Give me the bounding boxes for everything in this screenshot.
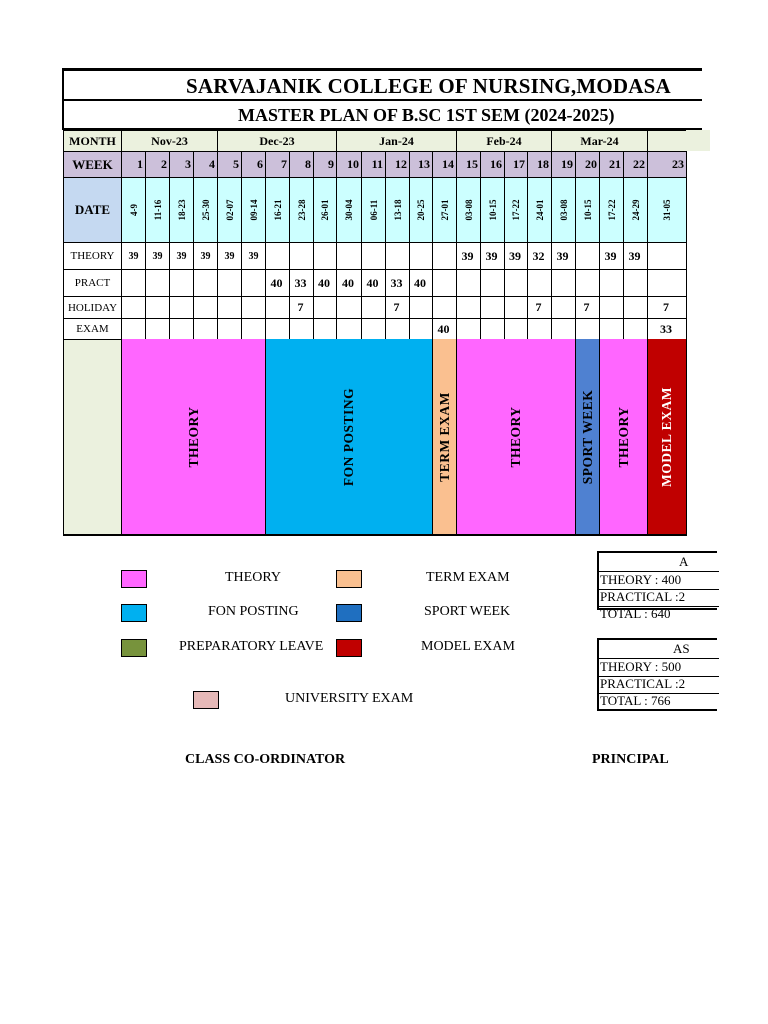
row-value	[480, 318, 505, 340]
month-cell: Nov-23	[121, 130, 218, 152]
row-value	[265, 242, 290, 270]
month-header: MONTH	[63, 130, 122, 152]
legend-swatch	[121, 604, 147, 622]
row-value	[385, 242, 410, 270]
row-value	[241, 296, 266, 319]
month-cell: Dec-23	[217, 130, 337, 152]
date-range-label: 16-21	[272, 199, 283, 221]
row-value: 39	[504, 242, 528, 270]
week-number: 2	[145, 151, 170, 178]
row-value	[599, 318, 624, 340]
row-value	[241, 269, 266, 297]
principal-signature: PRINCIPAL	[592, 752, 669, 767]
date-range	[409, 177, 433, 243]
row-value: 40	[361, 269, 386, 297]
row-value	[121, 318, 146, 340]
row-value: 7	[385, 296, 410, 319]
date-range-label: 26-01	[320, 199, 330, 221]
row-value	[599, 296, 624, 319]
date-range-label: 10-15	[582, 199, 593, 221]
date-range	[336, 177, 362, 243]
summary-practical-hours: PRACTICAL :2	[600, 676, 686, 691]
date-range	[575, 177, 600, 243]
row-value	[313, 318, 337, 340]
title-divider	[62, 99, 702, 101]
row-value: 7	[575, 296, 600, 319]
row-value: 40	[336, 269, 362, 297]
row-value	[361, 296, 386, 319]
date-range	[361, 177, 386, 243]
row-value	[551, 269, 576, 297]
schedule-band-label: MODEL EXAM	[659, 386, 674, 487]
class-coordinator-signature: CLASS CO-ORDINATOR	[185, 752, 346, 767]
row-value	[121, 269, 146, 297]
date-range	[504, 177, 528, 243]
week-number: 23	[647, 151, 687, 178]
row-value: 33	[385, 269, 410, 297]
row-value: 33	[647, 318, 687, 340]
row-value	[504, 269, 528, 297]
week-number: 1	[121, 151, 146, 178]
date-range	[551, 177, 576, 243]
row-value	[527, 269, 552, 297]
legend-swatch	[193, 691, 219, 709]
row-value	[145, 318, 170, 340]
schedule-band	[265, 339, 433, 536]
row-value	[313, 242, 337, 270]
row-value	[289, 242, 314, 270]
date-range	[241, 177, 266, 243]
row-value	[241, 318, 266, 340]
row-value	[432, 242, 457, 270]
schedule-band	[432, 339, 457, 536]
row-value	[432, 296, 457, 319]
date-range-label: 10-15	[487, 199, 498, 221]
week-number: 17	[504, 151, 528, 178]
row-value	[551, 296, 576, 319]
week-number: 22	[623, 151, 648, 178]
row-value: 39	[599, 242, 624, 270]
row-value	[551, 318, 576, 340]
month-row-overflow	[686, 130, 710, 151]
week-number: 6	[241, 151, 266, 178]
summary-practical-hours: PRACTICAL :2	[600, 589, 686, 604]
week-header: WEEK	[63, 151, 122, 178]
week-number: 16	[480, 151, 505, 178]
top-border	[62, 68, 702, 71]
row-value	[361, 242, 386, 270]
row-value	[289, 318, 314, 340]
week-number: 9	[313, 151, 337, 178]
legend-label: PREPARATORY LEAVE	[179, 639, 324, 654]
date-range-label: 03-08	[463, 199, 474, 221]
date-range	[121, 177, 146, 243]
row-value	[599, 269, 624, 297]
date-range	[217, 177, 242, 243]
row-value	[575, 242, 600, 270]
legend-label: UNIVERSITY EXAM	[285, 691, 414, 706]
row-value: 39	[145, 242, 170, 270]
row-value	[409, 242, 433, 270]
legend-label: TERM EXAM	[426, 570, 510, 585]
date-range	[623, 177, 648, 243]
date-range	[432, 177, 457, 243]
date-range-label: 31-05	[662, 199, 672, 221]
legend-label: SPORT WEEK	[424, 604, 511, 619]
month-cell	[647, 130, 687, 152]
schedule-band	[121, 339, 266, 536]
legend-swatch	[336, 639, 362, 657]
schedule-band	[647, 339, 687, 536]
summary-theory-hours: THEORY : 500	[600, 659, 682, 674]
legend-label: THEORY	[225, 570, 281, 585]
row-value: 39	[623, 242, 648, 270]
row-label-pract: PRACT	[63, 269, 122, 297]
legend-swatch	[336, 604, 362, 622]
row-value	[336, 242, 362, 270]
row-value	[623, 269, 648, 297]
legend-label: MODEL EXAM	[421, 639, 515, 654]
row-value: 39	[551, 242, 576, 270]
row-value	[385, 318, 410, 340]
week-number: 4	[193, 151, 218, 178]
week-number: 12	[385, 151, 410, 178]
date-range-label: 24-01	[534, 199, 545, 221]
date-range	[456, 177, 481, 243]
date-range	[193, 177, 218, 243]
row-value: 39	[241, 242, 266, 270]
row-value	[313, 296, 337, 319]
row-value: 40	[313, 269, 337, 297]
date-header: DATE	[63, 177, 122, 243]
week-number: 13	[409, 151, 433, 178]
row-value: 7	[289, 296, 314, 319]
date-range-label: 18-23	[176, 199, 187, 221]
week-number: 21	[599, 151, 624, 178]
row-value	[336, 318, 362, 340]
row-value	[456, 296, 481, 319]
month-cell: Jan-24	[336, 130, 457, 152]
page-subtitle: MASTER PLAN OF B.SC 1ST SEM (2024-2025)	[238, 105, 615, 125]
week-number: 7	[265, 151, 290, 178]
week-number: 11	[361, 151, 386, 178]
date-range-label: 09-14	[248, 199, 259, 221]
date-range	[313, 177, 337, 243]
date-range-label: 30-04	[344, 199, 354, 221]
summary-box-1	[597, 551, 717, 621]
date-range-label: 20-25	[416, 199, 426, 221]
row-value	[361, 318, 386, 340]
date-range	[480, 177, 505, 243]
row-value: 33	[289, 269, 314, 297]
date-range	[647, 177, 687, 243]
row-value: 39	[217, 242, 242, 270]
date-range	[385, 177, 410, 243]
schedule-band-label: THEORY	[508, 405, 523, 468]
legend-swatch	[121, 570, 147, 588]
row-value: 39	[480, 242, 505, 270]
row-value: 7	[527, 296, 552, 319]
row-value	[647, 269, 687, 297]
date-range-label: 25-30	[200, 199, 211, 221]
date-range-label: 23-28	[296, 199, 307, 221]
date-range	[145, 177, 170, 243]
week-number: 5	[217, 151, 242, 178]
row-value	[217, 296, 242, 319]
week-number: 10	[336, 151, 362, 178]
legend-swatch	[336, 570, 362, 588]
row-value	[409, 318, 433, 340]
schedule-band	[599, 339, 648, 536]
row-value	[409, 296, 433, 319]
schedule-band-label: THEORY	[615, 405, 631, 468]
row-value	[193, 296, 218, 319]
row-value	[121, 296, 146, 319]
row-label-exam: EXAM	[63, 318, 122, 340]
schedule-band-label: TERM EXAM	[436, 391, 452, 482]
week-number: 18	[527, 151, 552, 178]
legend-swatch	[121, 639, 147, 657]
row-value	[575, 269, 600, 297]
row-value	[647, 242, 687, 270]
summary-box-1-heading: A	[679, 554, 689, 569]
date-range	[599, 177, 624, 243]
row-value: 40	[265, 269, 290, 297]
summary-theory-hours: THEORY : 400	[600, 572, 682, 587]
row-label-holiday: HOLIDAY	[63, 296, 122, 319]
row-value	[623, 296, 648, 319]
row-value	[480, 296, 505, 319]
row-value: 39	[169, 242, 194, 270]
page-title: SARVAJANIK COLLEGE OF NURSING,MODASA	[186, 74, 671, 98]
date-range-label: 06-11	[368, 199, 379, 221]
date-range-label: 4-9	[128, 204, 139, 216]
row-value	[169, 296, 194, 319]
row-value	[145, 296, 170, 319]
row-value	[265, 318, 290, 340]
row-value	[217, 318, 242, 340]
summary-total-hours: TOTAL : 766	[600, 693, 671, 708]
row-value	[169, 269, 194, 297]
row-value	[623, 318, 648, 340]
date-range-label: 03-08	[558, 199, 569, 221]
month-cell: Mar-24	[551, 130, 648, 152]
row-value	[504, 296, 528, 319]
date-range	[265, 177, 290, 243]
summary-box-2	[597, 638, 717, 711]
week-number: 19	[551, 151, 576, 178]
schedule-band	[575, 339, 600, 536]
week-number: 20	[575, 151, 600, 178]
schedule-band-label: SPORT WEEK	[579, 389, 595, 484]
date-range-label: 27-01	[439, 199, 450, 221]
row-value	[480, 269, 505, 297]
row-value	[336, 296, 362, 319]
week-number: 15	[456, 151, 481, 178]
row-value	[193, 318, 218, 340]
row-value	[265, 296, 290, 319]
week-number: 3	[169, 151, 194, 178]
date-range-label: 17-22	[606, 199, 617, 221]
row-value: 32	[527, 242, 552, 270]
row-value	[456, 318, 481, 340]
row-value: 40	[409, 269, 433, 297]
date-range	[169, 177, 194, 243]
schedule-band-label: FON POSTING	[341, 387, 356, 486]
date-range-label: 02-07	[224, 199, 235, 221]
row-value	[456, 269, 481, 297]
month-cell: Feb-24	[456, 130, 552, 152]
row-value	[145, 269, 170, 297]
summary-total-hours: TOTAL : 640	[600, 606, 671, 621]
date-range-label: 17-22	[511, 199, 521, 221]
date-range	[527, 177, 552, 243]
row-value	[527, 318, 552, 340]
row-value	[193, 269, 218, 297]
schedule-band-label: THEORY	[185, 405, 201, 468]
week-number: 14	[432, 151, 457, 178]
date-range-label: 11-16	[152, 199, 163, 221]
row-value	[504, 318, 528, 340]
row-value	[169, 318, 194, 340]
row-value: 39	[121, 242, 146, 270]
row-value: 7	[647, 296, 687, 319]
row-label-theory: THEORY	[63, 242, 122, 270]
row-value: 39	[193, 242, 218, 270]
date-range-label: 24-29	[630, 199, 641, 221]
band-label-column	[63, 339, 122, 536]
schedule-band	[456, 339, 576, 536]
summary-box-2-heading: AS	[673, 641, 690, 656]
row-value: 39	[456, 242, 481, 270]
row-value	[432, 269, 457, 297]
row-value	[575, 318, 600, 340]
left-border	[62, 68, 64, 130]
week-number: 8	[289, 151, 314, 178]
row-value	[217, 269, 242, 297]
legend-label: FON POSTING	[208, 604, 299, 619]
row-value: 40	[432, 318, 457, 340]
date-range-label: 13-18	[392, 199, 403, 221]
date-range	[289, 177, 314, 243]
